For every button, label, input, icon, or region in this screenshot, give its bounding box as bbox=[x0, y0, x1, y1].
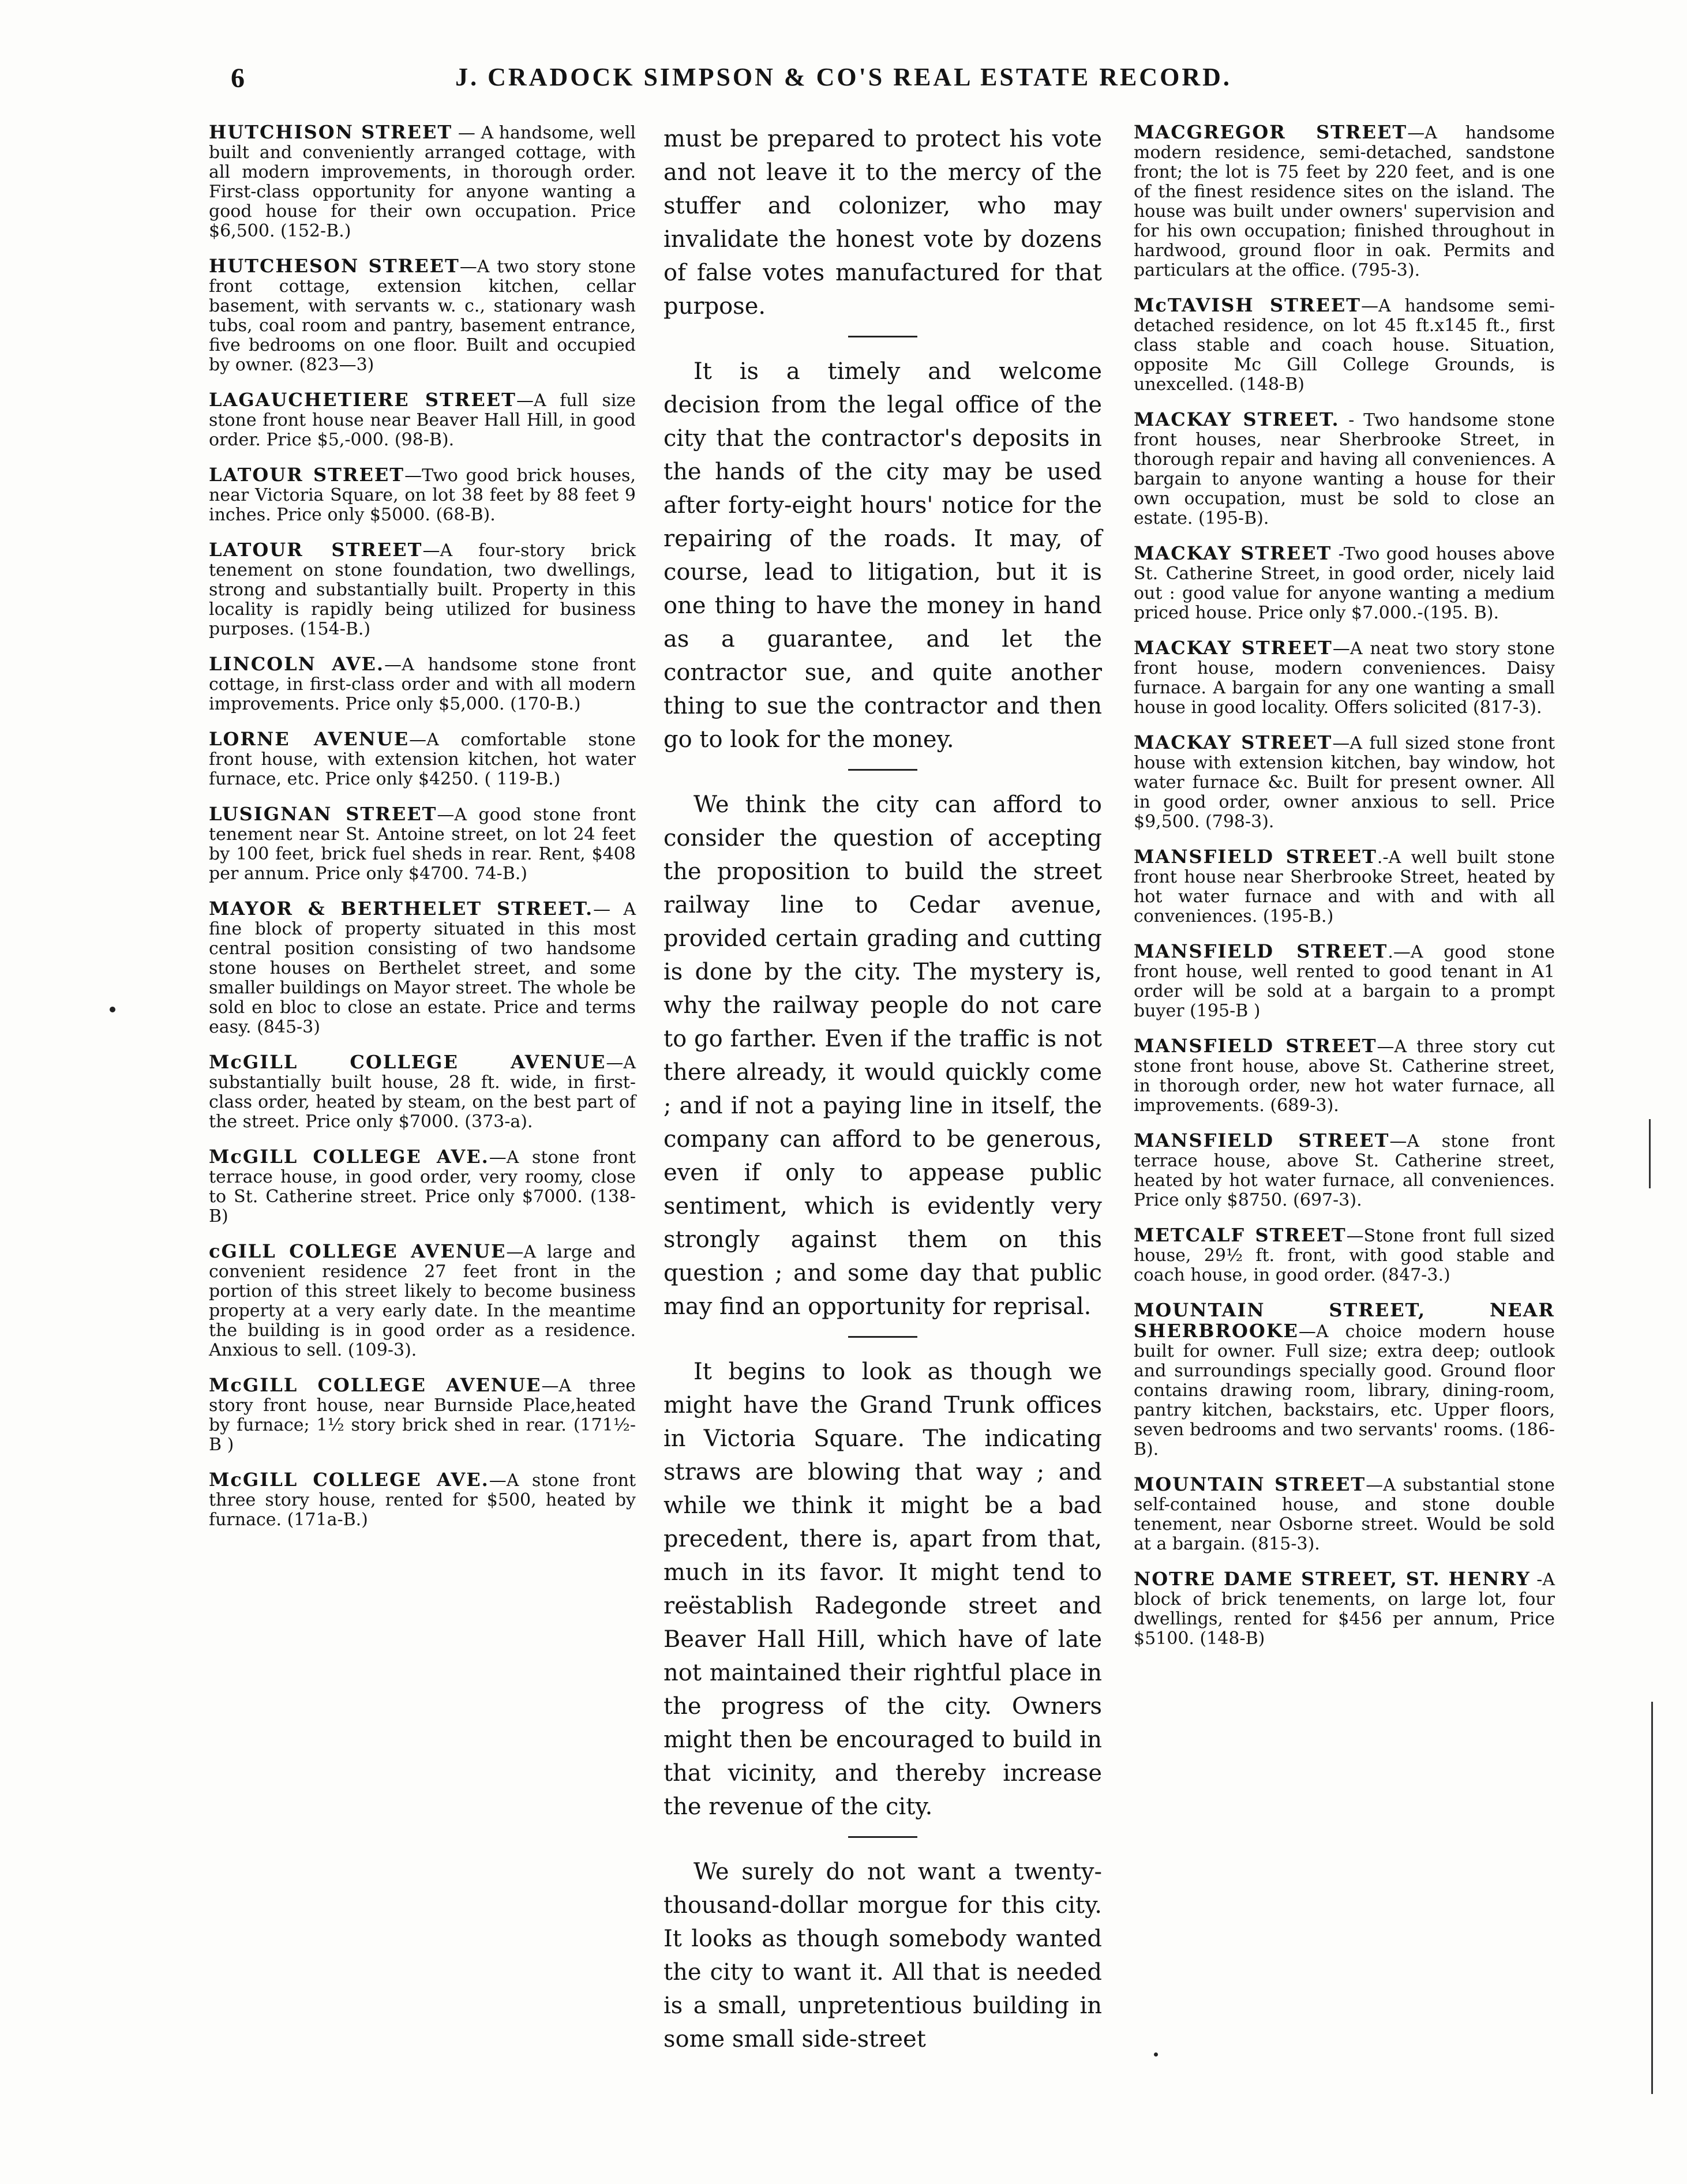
ink-speck bbox=[1154, 2052, 1158, 2057]
listing-street-heading: METCALF STREET bbox=[1134, 1224, 1347, 1246]
section-divider bbox=[848, 1836, 917, 1838]
listing-description: —A stone front three story house, rented for $500, heated by furnace. (171a-B.) bbox=[209, 1470, 636, 1530]
listing-description: —A handsome stone front cottage, in first-class order and with all modern improvements. Price only $5,000. (170-B.) bbox=[209, 655, 636, 714]
listing-entry bbox=[209, 729, 636, 789]
editorial-paragraph: We think the city can afford to consider the question of accepting the proposition to build the street railway line to Cedar avenue, provided certain grading and cutting is done by the city. The mystery is, why the railway people do not care to go farther. Even if the traffic is not there already, it would quickly come ; and if not a paying line in itself, the company can afford to be generous, even if only to appease public sentiment, which is evidently very strongly against them on this question ; and some day that public may find an opportunity for reprisal. bbox=[663, 791, 1102, 1320]
listing-text bbox=[209, 654, 636, 714]
listing-description: —A substantially built house, 28 ft. wide, in first-class order, heated by steam, on the best part of the street. Price only $7000. (373-a). bbox=[209, 1053, 636, 1132]
middle-column-editorial bbox=[663, 122, 1102, 2056]
listing-entry bbox=[1134, 1225, 1555, 1285]
listing-description: —A four-story brick tenement on stone foundation, two dwellings, strong and substantially built. Property in this locality is rapidly being utilized for business purposes. (154-B.) bbox=[209, 541, 636, 639]
listing-text bbox=[209, 122, 636, 241]
listing-street-heading: cGILL COLLEGE AVENUE bbox=[209, 1240, 507, 1262]
listing-entry bbox=[1134, 1131, 1555, 1210]
listing-entry bbox=[209, 654, 636, 714]
listing-description: —A neat two story stone front house, modern conveniences. Daisy furnace. A bargain for any one wanting a small house in good locality. Offers solicited (817-3). bbox=[1134, 639, 1555, 718]
listing-entry bbox=[209, 804, 636, 884]
listing-text bbox=[209, 465, 636, 525]
listing-text bbox=[1134, 1036, 1555, 1116]
listing-description: —A three story cut stone front house, above St. Catherine street, in thorough order, new hot water furnace, all improvements. (689-3). bbox=[1134, 1037, 1555, 1116]
listing-street-heading: LUSIGNAN STREET bbox=[209, 803, 437, 825]
listing-text bbox=[1134, 122, 1555, 280]
left-column-listings bbox=[209, 122, 636, 1545]
listing-description: — A fine block of property situated in this most central position consisting of two handsome stone houses on Berthelet street, and some smaller buildings on Mayor street. The whole be sold en bloc to close an estate. Price and terms easy. (845-3) bbox=[209, 899, 636, 1037]
listing-text bbox=[1134, 410, 1555, 528]
listing-text bbox=[209, 1375, 636, 1455]
listing-description: -A block of brick tenements, on large lot, four dwellings, rented for $456 per annum, Price $5100. (148-B) bbox=[1134, 1570, 1555, 1649]
section-divider bbox=[848, 336, 917, 337]
listing-street-heading: McGILL COLLEGE AVENUE bbox=[209, 1374, 542, 1396]
listing-street-heading: McGILL COLLEGE AVE. bbox=[209, 1469, 489, 1491]
listing-text bbox=[1134, 638, 1555, 718]
listing-street-heading: MOUNTAIN STREET bbox=[1134, 1473, 1366, 1495]
listing-street-heading: MACGREGOR STREET bbox=[1134, 121, 1408, 143]
listing-entry bbox=[1134, 122, 1555, 280]
listing-entry bbox=[1134, 543, 1555, 623]
listing-text bbox=[1134, 1131, 1555, 1210]
listing-entry bbox=[1134, 847, 1555, 926]
page-header-title: J. CRADOCK SIMPSON & CO'S REAL ESTATE RECORD. bbox=[455, 63, 1232, 91]
listing-text bbox=[1134, 295, 1555, 395]
listing-entry bbox=[209, 1375, 636, 1455]
listing-text bbox=[209, 804, 636, 884]
listing-text bbox=[1134, 1474, 1555, 1554]
listing-description: —A stone front terrace house, above St. Catherine street, heated by hot water furnace, all conveniences. Price only $8750. (697-3). bbox=[1134, 1131, 1555, 1210]
listing-entry bbox=[1134, 638, 1555, 718]
editorial-paragraph: It is a timely and welcome decision from the legal office of the city that the contractor's deposits in the hands of the city may be used after forty-eight hours' notice for the repairing of the roads. It may, of course, lead to litigation, but it is one thing to have the money in hand as a guarantee, and let the contractor sue, and quite another thing to sue the contractor and then go to look for the money. bbox=[663, 358, 1102, 753]
listing-text bbox=[1134, 941, 1555, 1021]
listing-street-heading: MANSFIELD STREET bbox=[1134, 846, 1377, 868]
listing-street-heading: NOTRE DAME STREET, ST. HENRY bbox=[1134, 1568, 1531, 1590]
listing-description: —A stone front terrace house, in good order, very roomy, close to St. Catherine street. Price only $7000. (138-B) bbox=[209, 1147, 636, 1226]
listing-description: .-A well built stone front house near Sherbrooke Street, heated by hot water furnace and with and with all conveniences. (195-B.) bbox=[1134, 847, 1555, 926]
page-number: 6 bbox=[231, 63, 245, 93]
listing-text bbox=[209, 540, 636, 639]
listing-text bbox=[209, 1147, 636, 1226]
listing-text bbox=[209, 1470, 636, 1530]
listing-text bbox=[209, 729, 636, 789]
listing-street-heading: MACKAY STREET bbox=[1134, 637, 1333, 659]
listing-street-heading: MAYOR & BERTHELET STREET. bbox=[209, 898, 594, 920]
listing-entry bbox=[1134, 1036, 1555, 1116]
listing-street-heading: McGILL COLLEGE AVE. bbox=[209, 1146, 489, 1168]
listing-entry bbox=[1134, 410, 1555, 528]
section-divider bbox=[848, 769, 917, 771]
listing-street-heading: HUTCHISON STREET bbox=[209, 121, 453, 143]
listing-text bbox=[209, 899, 636, 1037]
listing-description: —A good stone front tenement near St. Antoine street, on lot 24 feet by 100 feet, brick fuel sheds in rear. Rent, $408 per annum. Price only $4700. 74-B.) bbox=[209, 805, 636, 884]
listing-text bbox=[1134, 1225, 1555, 1285]
listing-entry bbox=[209, 1470, 636, 1530]
listing-text bbox=[1134, 1300, 1555, 1459]
listing-entry bbox=[209, 390, 636, 450]
margin-scan-mark bbox=[1649, 1119, 1651, 1188]
listing-description: —A substantial stone self-contained house, and stone double tenement, near Osborne street. Would be sold at a bargain. (815-3). bbox=[1134, 1475, 1555, 1554]
listing-description: —A handsome semi-detached residence, on lot 45 ft.x145 ft., first class stable and coach house. Situation, opposite Mc Gill College Grounds, is unexcelled. (148-B) bbox=[1134, 296, 1555, 395]
listing-description: —Stone front full sized house, 29½ ft. front, with good stable and coach house, in good order. (847-3.) bbox=[1134, 1226, 1555, 1285]
listing-street-heading: MANSFIELD STREET bbox=[1134, 940, 1388, 962]
listing-street-heading: HUTCHESON STREET bbox=[209, 255, 460, 277]
listing-street-heading: MOUNTAIN STREET, NEAR SHERBROOKE bbox=[1134, 1299, 1555, 1342]
listing-text bbox=[209, 390, 636, 450]
editorial-paragraph: It begins to look as though we might have the Grand Trunk offices in Victoria Square. The indicating straws are blowing that way ; and while we think it might be a bad precedent, there is, apart from that, much in its favor. It might tend to reëstablish Radegonde street and Beaver Hall Hill, which have of late not maintained their rightful place in the progress of the city. Owners might then be encouraged to build in that vicinity, and thereby increase the revenue of the city. bbox=[663, 1359, 1102, 1820]
listing-description: —A comfortable stone front house, with extension kitchen, hot water furnace, etc. Price only $4250. ( 119-B.) bbox=[209, 730, 636, 789]
listing-street-heading: MACKAY STREET. bbox=[1134, 408, 1340, 430]
listing-text bbox=[209, 1241, 636, 1360]
listing-description: —A full sized stone front house with extension kitchen, bay window, hot water furnace &c. Built for present owner. All in good order, owner anxious to sell. Price $9,500. (798-3). bbox=[1134, 733, 1555, 832]
listing-street-heading: LATOUR STREET bbox=[209, 539, 423, 561]
listing-street-heading: MANSFIELD STREET bbox=[1134, 1035, 1377, 1057]
listing-text bbox=[1134, 847, 1555, 926]
listing-text bbox=[209, 256, 636, 375]
section-divider bbox=[848, 1336, 917, 1338]
listing-entry bbox=[1134, 1569, 1555, 1649]
listing-description: -Two good houses above St. Catherine Street, in good order, nicely laid out : good value for anyone wanting a medium priced house. Price only $7.000.-(195. B). bbox=[1134, 544, 1555, 623]
listing-description: —A full size stone front house near Beaver Hall Hill, in good order. Price $5,-000. (98-B). bbox=[209, 391, 636, 450]
listing-entry bbox=[209, 1052, 636, 1132]
listing-street-heading: McGILL COLLEGE AVENUE bbox=[209, 1051, 606, 1073]
listing-text bbox=[1134, 733, 1555, 832]
listing-street-heading: LINCOLN AVE. bbox=[209, 653, 385, 675]
listing-entry bbox=[209, 540, 636, 639]
listing-street-heading: MACKAY STREET bbox=[1134, 731, 1333, 753]
listing-entry bbox=[1134, 1300, 1555, 1459]
ink-speck bbox=[110, 1007, 115, 1012]
listing-street-heading: MACKAY STREET bbox=[1134, 542, 1332, 564]
listing-street-heading: MANSFIELD STREET bbox=[1134, 1129, 1390, 1151]
listing-street-heading: LORNE AVENUE bbox=[209, 728, 410, 750]
listing-entry bbox=[209, 465, 636, 525]
listing-description: - Two handsome stone front houses, near Sherbrooke Street, in thorough repair and having all conveniences. A bargain to anyone wanting a house for their own occupation, must be sold to close an estate. (195-B). bbox=[1134, 410, 1555, 528]
listing-description: —Two good brick houses, near Victoria Square, on lot 38 feet by 88 feet 9 inches. Price only $5000. (68-B). bbox=[209, 466, 636, 525]
margin-scan-mark bbox=[1651, 1702, 1653, 2094]
listing-entry bbox=[1134, 1474, 1555, 1554]
listing-entry bbox=[1134, 941, 1555, 1021]
listing-entry bbox=[209, 899, 636, 1037]
listing-description: —A choice modern house built for owner. Full size; extra deep; outlook and surroundings specially good. Ground floor contains drawing room, library, dining-room, pantry kitchen, backstairs, etc. Upper floors, seven bedrooms and two servants' rooms. (186-B). bbox=[1134, 1322, 1555, 1459]
listing-entry bbox=[209, 1241, 636, 1360]
listing-entry bbox=[209, 1147, 636, 1226]
listing-text bbox=[1134, 543, 1555, 623]
listing-street-heading: McTAVISH STREET bbox=[1134, 294, 1362, 316]
listing-street-heading: LATOUR STREET bbox=[209, 464, 405, 486]
listing-text bbox=[209, 1052, 636, 1132]
listing-description: —A three story front house, near Burnside Place,heated by furnace; 1½ story brick shed in rear. (171½-B ) bbox=[209, 1376, 636, 1455]
listing-description: —A handsome modern residence, semi-detached, sandstone front; the lot is 75 feet by 220 feet, and is one of the finest residence sites on the island. The house was built under owners' supervision and for his own occupation; finished throughout in hardwood, ground floor in oak. Permits and particulars at the office. (795-3). bbox=[1134, 123, 1555, 280]
editorial-paragraph: We surely do not want a twenty-thousand-dollar morgue for this city. It looks as though somebody wanted the city to want it. All that is needed is a small, unpretentious building in some small side-street bbox=[663, 1859, 1102, 2052]
listing-text bbox=[1134, 1569, 1555, 1649]
listing-entry bbox=[209, 256, 636, 375]
listing-street-heading: LAGAUCHETIERE STREET bbox=[209, 389, 516, 411]
listing-description: —A large and convenient residence 27 feet front in the portion of this street likely to become business property at a very early date. In the meantime the building is in good order as a residence. Anxious to sell. (109-3). bbox=[209, 1242, 636, 1360]
listing-entry bbox=[1134, 733, 1555, 832]
listing-description: — A handsome, well built and conveniently arranged cottage, with all modern improvements, in thorough order. First-class opportunity for anyone wanting a good house for their own occupation. Price $6,500. (152-B.) bbox=[209, 123, 636, 241]
listing-entry bbox=[1134, 295, 1555, 395]
right-column-listings bbox=[1134, 122, 1555, 1664]
listing-description: .—A good stone front house, well rented to good tenant in A1 order will be sold at a bargain to a prompt buyer (195-B ) bbox=[1134, 942, 1555, 1021]
listing-description: —A two story stone front cottage, extension kitchen, cellar basement, with servants w. c., stationary wash tubs, coal room and pantry, basement entrance, five bedrooms on one floor. Built and occupied by owner. (823—3) bbox=[209, 257, 636, 375]
editorial-paragraph: must be prepared to protect his vote and not leave it to the mercy of the stuffer and colonizer, who may invalidate the honest vote by dozens of false votes manufactured for that purpose. bbox=[663, 126, 1102, 320]
listing-entry bbox=[209, 122, 636, 241]
